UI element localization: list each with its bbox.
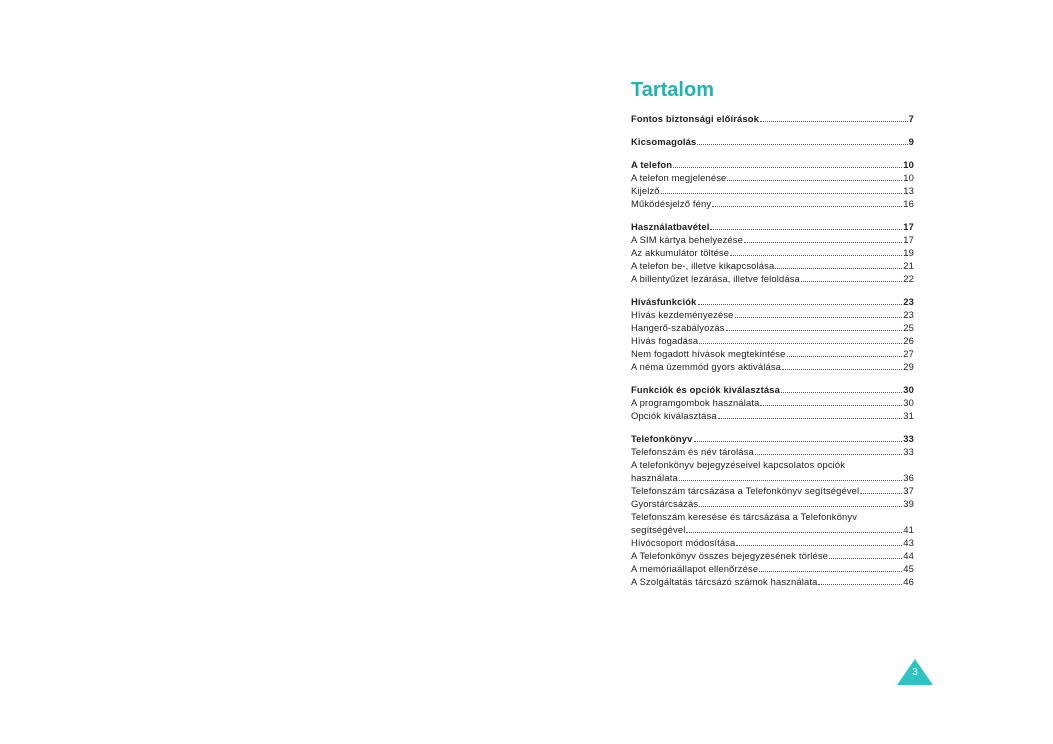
toc-entry-label: A memóriaállapot ellenőrzése <box>631 563 759 574</box>
toc-heading-page: 10 <box>903 159 914 170</box>
toc-entry[interactable] <box>631 575 914 588</box>
toc-entry[interactable] <box>631 562 914 575</box>
toc-entry[interactable] <box>631 347 914 360</box>
toc-entry-page: 43 <box>903 537 914 548</box>
dot-leader <box>860 485 902 494</box>
toc-entry-page: 31 <box>903 410 914 421</box>
toc-entry[interactable] <box>631 321 914 334</box>
dot-leader <box>697 136 907 145</box>
toc-entry-page: 21 <box>903 260 914 271</box>
toc-entry[interactable] <box>631 233 914 246</box>
toc-entry-page: 30 <box>903 397 914 408</box>
toc-entry-page: 33 <box>903 446 914 457</box>
toc-entry[interactable] <box>631 259 914 272</box>
toc-heading-label: Kicsomagolás <box>631 136 697 147</box>
toc-section-heading[interactable] <box>631 112 914 125</box>
dot-leader <box>818 576 902 585</box>
toc-entry-page: 22 <box>903 273 914 284</box>
toc-sections <box>631 112 914 588</box>
toc-section <box>631 220 914 285</box>
toc-entry-label: segítségével <box>631 524 686 535</box>
toc-heading-label: Hívásfunkciók <box>631 296 697 307</box>
toc-entry-label: Működésjelző fény <box>631 198 712 209</box>
toc-entry-label: használata <box>631 472 678 483</box>
toc-entry-page: 45 <box>903 563 914 574</box>
dot-leader <box>718 410 903 419</box>
toc-entry-page: 19 <box>903 247 914 258</box>
dot-leader <box>787 348 903 357</box>
toc-entry-page: 17 <box>903 234 914 245</box>
toc-entry[interactable] <box>631 272 914 285</box>
dot-leader <box>781 384 902 393</box>
dot-leader <box>694 433 903 442</box>
toc-heading-page: 33 <box>903 433 914 444</box>
dot-leader <box>699 335 902 344</box>
dot-leader <box>755 446 902 455</box>
toc-heading-label: Használatbavétel <box>631 221 710 232</box>
toc-entry[interactable] <box>631 334 914 347</box>
toc-entry-page: 23 <box>903 309 914 320</box>
toc-section <box>631 158 914 210</box>
toc-heading-label: A telefon <box>631 159 673 170</box>
toc-heading-label: Fontos biztonsági előírások <box>631 113 760 124</box>
dot-leader <box>679 472 902 481</box>
toc-entry-page: 16 <box>903 198 914 209</box>
toc-entry-page: 41 <box>903 524 914 535</box>
toc-entry-label: Telefonszám és név tárolása <box>631 446 754 457</box>
toc-entry-label: A telefon megjelenése <box>631 172 727 183</box>
toc-entry[interactable] <box>631 246 914 259</box>
dot-leader <box>712 198 902 207</box>
toc-entry[interactable] <box>631 360 914 373</box>
dot-leader <box>782 361 902 370</box>
dot-leader <box>760 397 902 406</box>
toc-entry[interactable] <box>631 184 914 197</box>
toc-section-heading[interactable] <box>631 220 914 233</box>
toc-entry-label: A telefon be-, illetve kikapcsolása <box>631 260 775 271</box>
dot-leader <box>801 273 902 282</box>
dot-leader <box>727 172 902 181</box>
page-number-marker <box>896 658 934 686</box>
toc-entry-page: 29 <box>903 361 914 372</box>
toc-entry-page: 26 <box>903 335 914 346</box>
toc-entry-page: 46 <box>903 576 914 587</box>
toc-entry-label: Nem fogadott hívások megtekintése <box>631 348 786 359</box>
toc-entry-label: Opciók kiválasztása <box>631 410 717 421</box>
dot-leader <box>744 234 902 243</box>
dot-leader <box>698 296 903 305</box>
toc-entry-label: Hívás fogadása <box>631 335 699 346</box>
dot-leader <box>775 260 902 269</box>
dot-leader <box>829 550 902 559</box>
toc-entry-page: 37 <box>903 485 914 496</box>
dot-leader <box>710 221 902 230</box>
dot-leader <box>759 563 902 572</box>
toc-section-heading[interactable] <box>631 432 914 445</box>
page-number: 3 <box>912 667 918 678</box>
toc-section-heading[interactable] <box>631 383 914 396</box>
dot-leader <box>661 185 903 194</box>
toc-entry-label: Hívás kezdeményezése <box>631 309 734 320</box>
toc-entry-label: A billentyűzet lezárása, illetve feloldása <box>631 273 800 284</box>
dot-leader <box>736 537 902 546</box>
toc-section-heading[interactable] <box>631 135 914 148</box>
toc-entry[interactable] <box>631 471 914 484</box>
toc-heading-page: 9 <box>908 136 914 147</box>
dot-leader <box>673 159 902 168</box>
dot-leader <box>760 113 908 122</box>
toc-entry-label: Telefonszám tárcsázása a Telefonkönyv segítségével <box>631 485 860 496</box>
toc-heading-page: 23 <box>903 296 914 307</box>
toc-entry[interactable] <box>631 484 914 497</box>
toc-entry[interactable] <box>631 171 914 184</box>
toc-entry-label: Kijelző <box>631 185 660 196</box>
toc-entry[interactable] <box>631 445 914 458</box>
toc-entry-label: A programgombok használata <box>631 397 760 408</box>
toc-section <box>631 432 914 588</box>
toc-entry-label-line[interactable]: Telefonszám keresése és tárcsázása a Telefonkönyv <box>631 511 858 522</box>
toc-entry-label: Gyorstárcsázás <box>631 498 699 509</box>
toc-entry[interactable] <box>631 396 914 409</box>
toc-entry[interactable] <box>631 308 914 321</box>
toc-entry-label: A SIM kártya behelyezése <box>631 234 743 245</box>
toc-entry-label: Hívócsoport módosítása <box>631 537 736 548</box>
dot-leader <box>730 247 902 256</box>
toc-heading-label: Telefonkönyv <box>631 433 693 444</box>
toc-entry[interactable] <box>631 197 914 210</box>
toc-heading-label: Funkciók és opciók kiválasztása <box>631 384 780 395</box>
toc-entry-page: 13 <box>903 185 914 196</box>
toc-section <box>631 295 914 373</box>
toc-entry-label-line[interactable]: A telefonkönyv bejegyzéseivel kapcsolatos opciók <box>631 459 846 470</box>
dot-leader <box>726 322 903 331</box>
page-title: Tartalom <box>631 79 714 101</box>
toc-entry-page: 44 <box>903 550 914 561</box>
toc-section <box>631 135 914 148</box>
toc-entry-page: 10 <box>903 172 914 183</box>
toc-entry[interactable] <box>631 497 914 510</box>
toc-entry-label: Az akkumulátor töltése <box>631 247 730 258</box>
table-of-contents <box>631 78 914 598</box>
toc-heading-page: 17 <box>903 221 914 232</box>
toc-section-heading[interactable] <box>631 158 914 171</box>
toc-section <box>631 383 914 422</box>
toc-entry[interactable] <box>631 536 914 549</box>
toc-entry[interactable] <box>631 523 914 536</box>
toc-entry-page: 25 <box>903 322 914 333</box>
toc-entry-label: A Szolgáltatás tárcsázó számok használata <box>631 576 818 587</box>
toc-entry-page: 39 <box>903 498 914 509</box>
toc-heading-page: 7 <box>908 113 914 124</box>
toc-entry[interactable] <box>631 409 914 422</box>
toc-entry-page: 36 <box>903 472 914 483</box>
toc-entry[interactable] <box>631 549 914 562</box>
dot-leader <box>735 309 903 318</box>
toc-entry-label: Hangerő-szabályozás <box>631 322 725 333</box>
toc-entry-page: 27 <box>903 348 914 359</box>
dot-leader <box>699 498 902 507</box>
toc-entry-label: A Telefonkönyv összes bejegyzésének törlése <box>631 550 829 561</box>
toc-heading-page: 30 <box>903 384 914 395</box>
toc-section <box>631 112 914 125</box>
dot-leader <box>686 524 902 533</box>
toc-section-heading[interactable] <box>631 295 914 308</box>
toc-entry-label: A néma üzemmód gyors aktiválása <box>631 361 782 372</box>
